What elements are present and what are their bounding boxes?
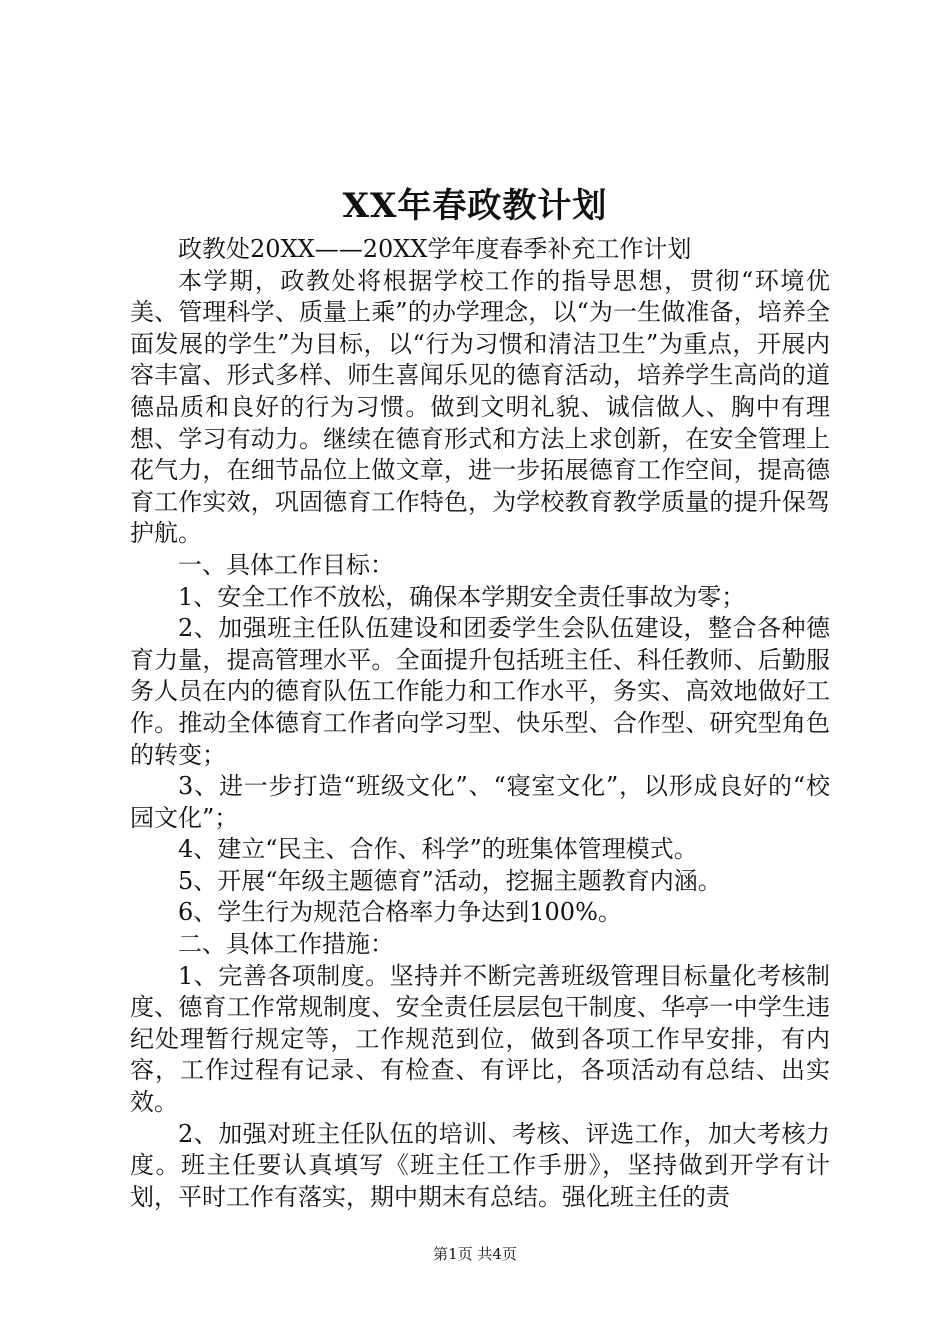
goal-item-2: 2、加强班主任队伍建设和团委学生会队伍建设，整合各种德育力量，提高管理水平。全面提升包括班主任、科任教师、后勤服务人员在内的德育队伍工作能力和工作水平，务实、高效地做好工作。推动全体德育工作者向学习型、快乐型、合作型、研究型角色的转变；	[130, 614, 830, 769]
intro-paragraph: 本学期，政教处将根据学校工作的指导思想，贯彻“环境优美、管理科学、质量上乘”的办学理念，以“为一生做准备，培养全面发展的学生”为目标，以“行为习惯和清洁卫生”为重点，开展内容丰富、形式多样、师生喜闻乐见的德育活动，培养学生高尚的道德品质和良好的行为习惯。做到文明礼貌、诚信做人、胸中有理想、学习有动力。继续在德育形式和方法上求创新，在安全管理上花气力，在细节品位上做文章，进一步拓展德育工作空间，提高德育工作实效，巩固德育工作特色，为学校教育教学质量的提升保驾护航。	[130, 266, 830, 548]
document-title: XX年春政教计划	[342, 186, 608, 226]
goal-item-4: 4、建立“民主、合作、科学”的班集体管理模式。	[178, 835, 698, 864]
measure-item-2: 2、加强对班主任队伍的培训、考核、评选工作，加大考核力度。班主任要认真填写《班主任工作手册》，坚持做到开学有计划，平时工作有落实，期中期末有总结。强化班主任的责	[130, 1119, 830, 1211]
subtitle-paragraph: 政教处20XX——20XX学年度春季补充工作计划	[178, 235, 692, 263]
goal-item-5: 5、开展“年级主题德育”活动，挖掘主题教育内涵。	[178, 866, 722, 895]
goal-item-3: 3、进一步打造“班级文化”、“寝室文化”，以形成良好的“校园文化”；	[130, 772, 830, 832]
goal-item-1: 1、安全工作不放松，确保本学期安全责任事故为零；	[178, 582, 746, 611]
goal-item-6: 6、学生行为规范合格率力争达到100%。	[178, 898, 622, 927]
section-heading-measures: 二、具体工作措施：	[178, 930, 394, 959]
page-footer: 第1页 共4页	[433, 1245, 517, 1263]
measure-item-1: 1、完善各项制度。坚持并不断完善班级管理目标量化考核制度、德育工作常规制度、安全责任层层包干制度、华亭一中学生违纪处理暂行规定等，工作规范到位，做到各项工作早安排，有内容，工作过程有记录、有检查、有评比，各项活动有总结、出实效。	[130, 961, 830, 1117]
document-body	[130, 234, 830, 1213]
section-heading-goals: 一、具体工作目标：	[178, 550, 394, 579]
